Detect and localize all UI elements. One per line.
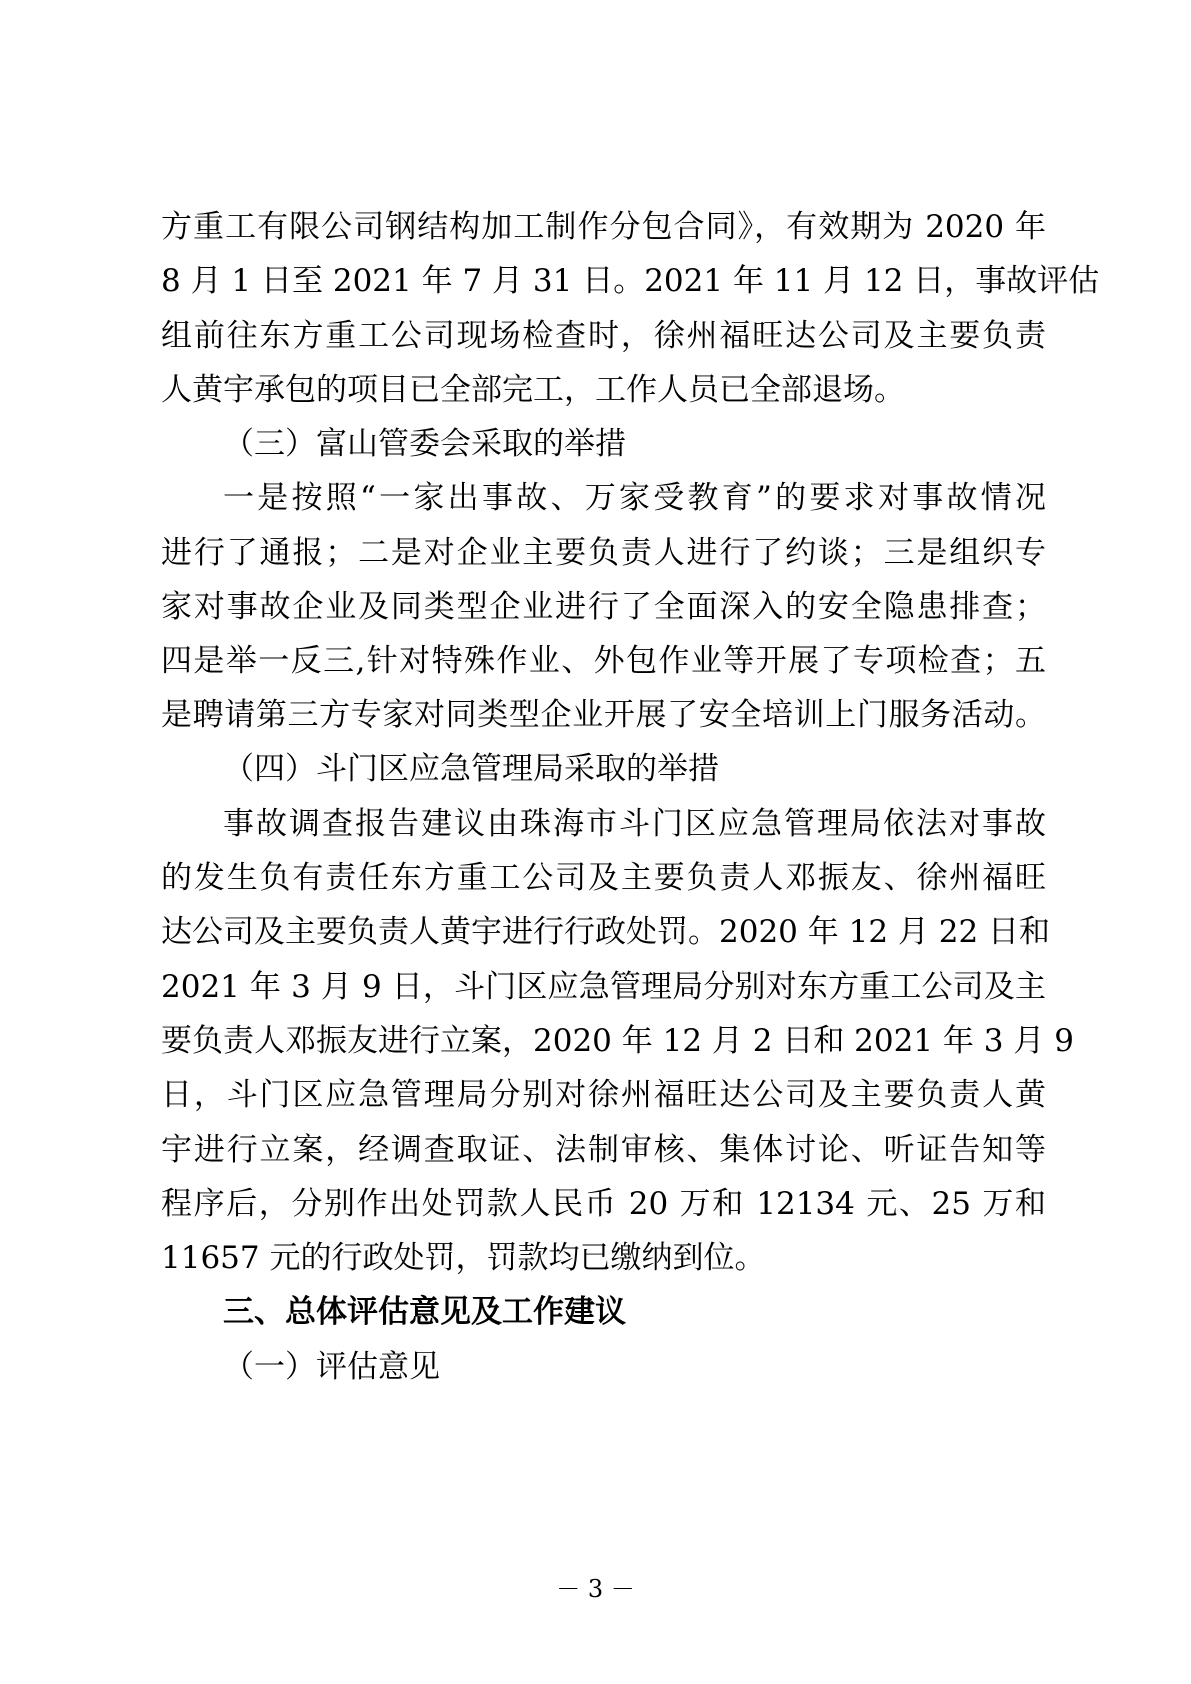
paragraph-line: 的发生负有责任东方重工公司及主要负责人邓振友、徐州福旺 xyxy=(161,860,1046,896)
page-number: － 3 － xyxy=(556,1575,635,1603)
paragraph-line: 人黄宇承包的项目已全部完工，工作人员已全部退场。 xyxy=(161,372,905,408)
paragraph-line: 日，斗门区应急管理局分别对徐州福旺达公司及主要负责人黄 xyxy=(161,1077,1046,1113)
paragraph-line: 进行了通报；二是对企业主要负责人进行了约谈；三是组织专 xyxy=(161,535,1046,571)
paragraph-line: 四是举一反三,针对特殊作业、外包作业等开展了专项检查；五 xyxy=(161,643,1046,679)
paragraph-line: 要负责人邓振友进行立案，2020 年 12 月 2 日和 2021 年 3 月 9 xyxy=(161,1023,1074,1059)
paragraph-line: 2021 年 3 月 9 日，斗门区应急管理局分别对东方重工公司及主 xyxy=(161,969,1046,1005)
paragraph-line: 程序后，分别作出处罚款人民币 20 万和 12134 元、25 万和 xyxy=(161,1186,1046,1222)
paragraph-line: 事故调查报告建议由珠海市斗门区应急管理局依法对事故 xyxy=(223,806,1046,842)
paragraph-line: 是聘请第三方专家对同类型企业开展了安全培训上门服务活动。 xyxy=(161,697,1046,733)
paragraph-line: 达公司及主要负责人黄宇进行行政处罚。2020 年 12 月 22 日和 xyxy=(161,914,1051,950)
paragraph-line: 一是按照“一家出事故、万家受教育”的要求对事故情况 xyxy=(223,480,1046,516)
paragraph-line: 组前往东方重工公司现场检查时，徐州福旺达公司及主要负责 xyxy=(161,318,1046,354)
subheading-four: （四）斗门区应急管理局采取的举措 xyxy=(223,751,719,787)
paragraph-line: 11657 元的行政处罚，罚款均已缴纳到位。 xyxy=(161,1240,766,1276)
paragraph-line: 8 月 1 日至 2021 年 7 月 31 日。2021 年 11 月 12 日，事故评估 xyxy=(161,263,1100,299)
subheading-three: （三）富山管委会采取的举措 xyxy=(223,426,626,462)
subheading-one: （一）评估意见 xyxy=(223,1349,440,1385)
section-heading: 三、总体评估意见及工作建议 xyxy=(223,1294,626,1330)
paragraph-line: 方重工有限公司钢结构加工制作分包合同》，有效期为 2020 年 xyxy=(161,209,1046,245)
paragraph-line: 家对事故企业及同类型企业进行了全面深入的安全隐患排查； xyxy=(161,589,1046,625)
paragraph-line: 宇进行立案，经调查取证、法制审核、集体讨论、听证告知等 xyxy=(161,1132,1046,1168)
